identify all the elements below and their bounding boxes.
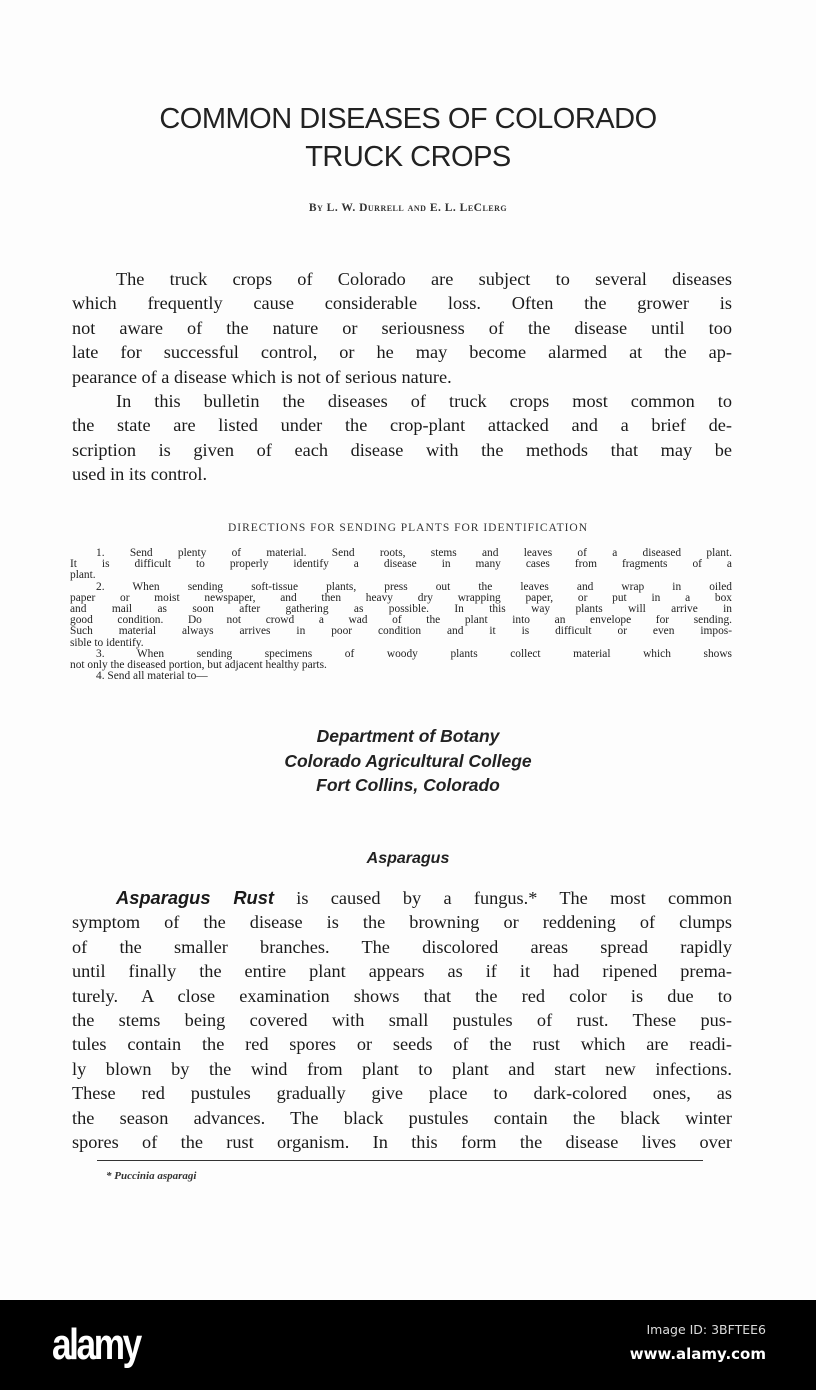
- text-line: paper or moist newspaper, and then heavy dry wrapping paper, or put in a box: [70, 591, 732, 604]
- address-line-3: Fort Collins, Colorado: [316, 775, 500, 795]
- text-line: good condition. Do not crowd a wad of the plant into an envelope for sending.: [70, 614, 732, 627]
- section-title: Asparagus: [366, 850, 450, 867]
- text-line: which frequently cause considerable loss. Often the grower is: [72, 293, 732, 314]
- footnote: * Puccinia asparagi: [106, 1170, 197, 1182]
- text-line: turely. A close examination shows that the red color is due to: [72, 985, 732, 1006]
- text-line: used in its control.: [72, 464, 208, 485]
- directions-list: [70, 548, 732, 682]
- text-line: plant.: [70, 569, 96, 582]
- text-fragment: is caused by a fungus.* The most common: [273, 888, 732, 908]
- text-line: scription is given of each disease with the methods that may be: [72, 439, 732, 460]
- section-body: [72, 886, 732, 1154]
- text-line: until finally the entire plant appears as if it had ripened prema-: [72, 961, 732, 982]
- footnote-rule: [97, 1160, 703, 1161]
- text-line: tules contain the red spores or seeds of the rust which are readi-: [72, 1034, 732, 1055]
- alamy-logo: alamy: [52, 1320, 140, 1369]
- text-line: It is difficult to properly identify a disease in many cases from fragments of a: [70, 558, 732, 571]
- text-line: Such material always arrives in poor condition and it is difficult or even impos-: [70, 625, 732, 638]
- text-line: the season advances. The black pustules contain the black winter: [72, 1107, 732, 1128]
- text-line: These red pustules gradually give place to dark-colored ones, as: [72, 1083, 732, 1104]
- text-line: spores of the rust organism. In this form the disease lives over: [72, 1132, 732, 1153]
- text-line: [72, 886, 732, 910]
- byline: By L. W. Durrell and E. L. LeClerg: [308, 202, 508, 214]
- lead-term: Asparagus Rust: [116, 887, 274, 908]
- title-line-1: COMMON DISEASES OF COLORADO: [159, 103, 657, 135]
- text-line: late for successful control, or he may become alarmed at the ap-: [72, 342, 732, 363]
- text-line: 4. Send all material to—: [96, 670, 208, 683]
- text-line: sible to identify.: [70, 636, 144, 649]
- text-line: the stems being covered with small pustules of rust. These pus-: [72, 1010, 732, 1031]
- text-line: 1. Send plenty of material. Send roots, stems and leaves of a diseased plant.: [96, 547, 732, 559]
- watermark-url: www.alamy.com: [629, 1345, 766, 1363]
- text-line: The truck crops of Colorado are subject to several diseases: [116, 269, 732, 289]
- address-line-2: Colorado Agricultural College: [284, 751, 532, 771]
- intro-paragraphs: [72, 267, 732, 487]
- text-line: of the smaller branches. The discolored areas spread rapidly: [72, 936, 732, 957]
- title-line-2: TRUCK CROPS: [305, 141, 511, 173]
- image-id: Image ID: 3BFTEE6: [646, 1322, 766, 1337]
- text-line: pearance of a disease which is not of serious nature.: [72, 366, 452, 387]
- text-line: ly blown by the wind from plant to plant and start new infections.: [72, 1058, 732, 1079]
- watermark-band: [0, 1300, 816, 1390]
- directions-heading: DIRECTIONS FOR SENDING PLANTS FOR IDENTIFICATION: [227, 522, 589, 534]
- text-line: and mail as soon after gathering as possible. In this way plants will arrive in: [70, 603, 732, 616]
- text-line: the state are listed under the crop-plant attacked and a brief de-: [72, 415, 732, 436]
- text-line: 3. When sending specimens of woody plants collect material which shows: [96, 647, 732, 660]
- text-line: In this bulletin the diseases of truck crops most common to: [116, 391, 732, 412]
- address-line-1: Department of Botany: [316, 726, 500, 746]
- text-line: not aware of the nature or seriousness of the disease until too: [72, 317, 732, 338]
- text-line: 2. When sending soft-tissue plants, press out the leaves and wrap in oiled: [96, 580, 732, 593]
- text-line: symptom of the disease is the browning or reddening of clumps: [72, 912, 732, 933]
- text-line: not only the diseased portion, but adjacent healthy parts.: [70, 659, 327, 672]
